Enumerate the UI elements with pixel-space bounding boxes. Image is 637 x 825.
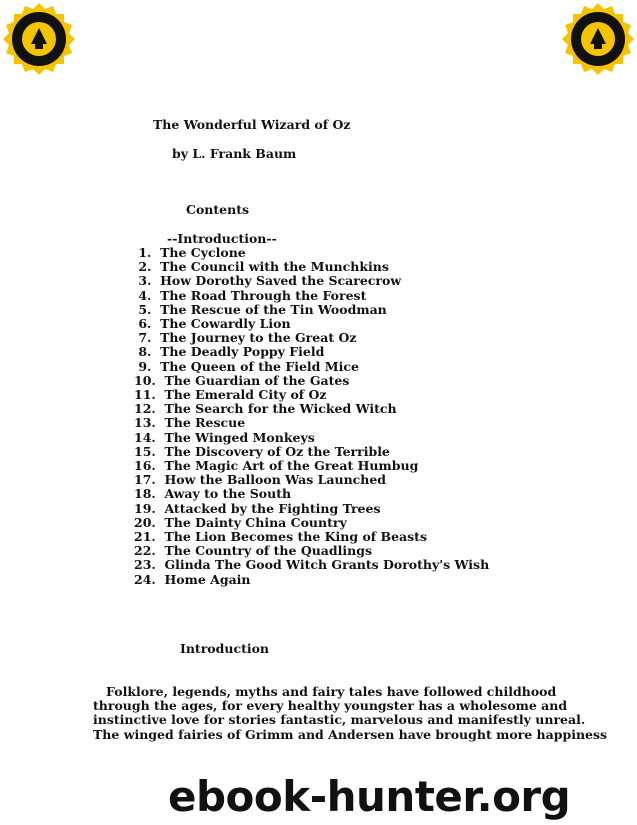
toc-item: 20. The Dainty China Country	[134, 514, 347, 530]
toc-item: 3. How Dorothy Saved the Scarecrow	[134, 273, 402, 289]
toc-item: 16. The Magic Art of the Great Humbug	[134, 458, 419, 474]
toc-item: 12. The Search for the Wicked Witch	[134, 401, 397, 417]
stamp-line-2	[561, 76, 562, 77]
stamp-line-2	[2, 76, 3, 77]
toc-item: 24. Home Again	[134, 571, 251, 587]
toc-item: 8. The Deadly Poppy Field	[134, 344, 325, 360]
paragraph-line: through the ages, for every healthy youngster has a wholesome and	[93, 698, 568, 714]
toc-introduction: --Introduction--	[167, 231, 277, 246]
badge-icon	[561, 2, 635, 76]
stamp-line-3	[2, 76, 3, 77]
toc-item: 21. The Lion Becomes the King of Beasts	[134, 529, 427, 545]
toc-item: 18. Away to the South	[134, 486, 292, 502]
stamp-line-1	[2, 76, 3, 77]
table-of-contents	[134, 246, 489, 587]
toc-item: 4. The Road Through the Forest	[134, 287, 367, 303]
toc-item: 19. Attacked by the Fighting Trees	[134, 500, 381, 516]
book-author: by L. Frank Baum	[172, 146, 297, 161]
paragraph-line: instinctive love for stories fantastic, marvelous and manifestly unreal.	[93, 712, 586, 728]
introduction-heading: Introduction	[180, 641, 270, 656]
introduction-paragraph	[93, 685, 613, 742]
toc-item: 6. The Cowardly Lion	[134, 316, 291, 332]
paragraph-line: The winged fairies of Grimm and Andersen have brought more happiness	[93, 726, 608, 742]
toc-item: 5. The Rescue of the Tin Woodman	[134, 301, 387, 317]
contents-heading: Contents	[186, 202, 250, 217]
stamp-line-3	[561, 76, 562, 77]
site-watermark: ebook-hunter.org	[168, 772, 571, 821]
toc-item: 23. Glinda The Good Witch Grants Dorothy's Wish	[134, 557, 490, 573]
toc-item: 10. The Guardian of the Gates	[134, 372, 350, 388]
toc-item: 22. The Country of the Quadlings	[134, 543, 372, 559]
stamp-line-1	[561, 76, 562, 77]
book-title: The Wonderful Wizard of Oz	[153, 117, 351, 132]
toc-item: 15. The Discovery of Oz the Terrible	[134, 443, 390, 459]
toc-item: 1. The Cyclone	[134, 245, 246, 260]
toc-item: 14. The Winged Monkeys	[134, 429, 315, 445]
toc-item: 17. How the Balloon Was Launched	[134, 472, 387, 488]
toc-item: 2. The Council with the Munchkins	[134, 259, 389, 275]
toc-item: 11. The Emerald City of Oz	[134, 387, 327, 403]
badge-icon	[2, 2, 76, 76]
toc-item: 13. The Rescue	[134, 415, 246, 431]
abbyy-stamp-right[interactable]	[561, 2, 635, 76]
abbyy-stamp-left[interactable]	[2, 2, 76, 76]
toc-item: 7. The Journey to the Great Oz	[134, 330, 357, 346]
toc-item: 9. The Queen of the Field Mice	[134, 358, 359, 374]
paragraph-line: Folklore, legends, myths and fairy tales have followed childhood	[93, 684, 557, 699]
